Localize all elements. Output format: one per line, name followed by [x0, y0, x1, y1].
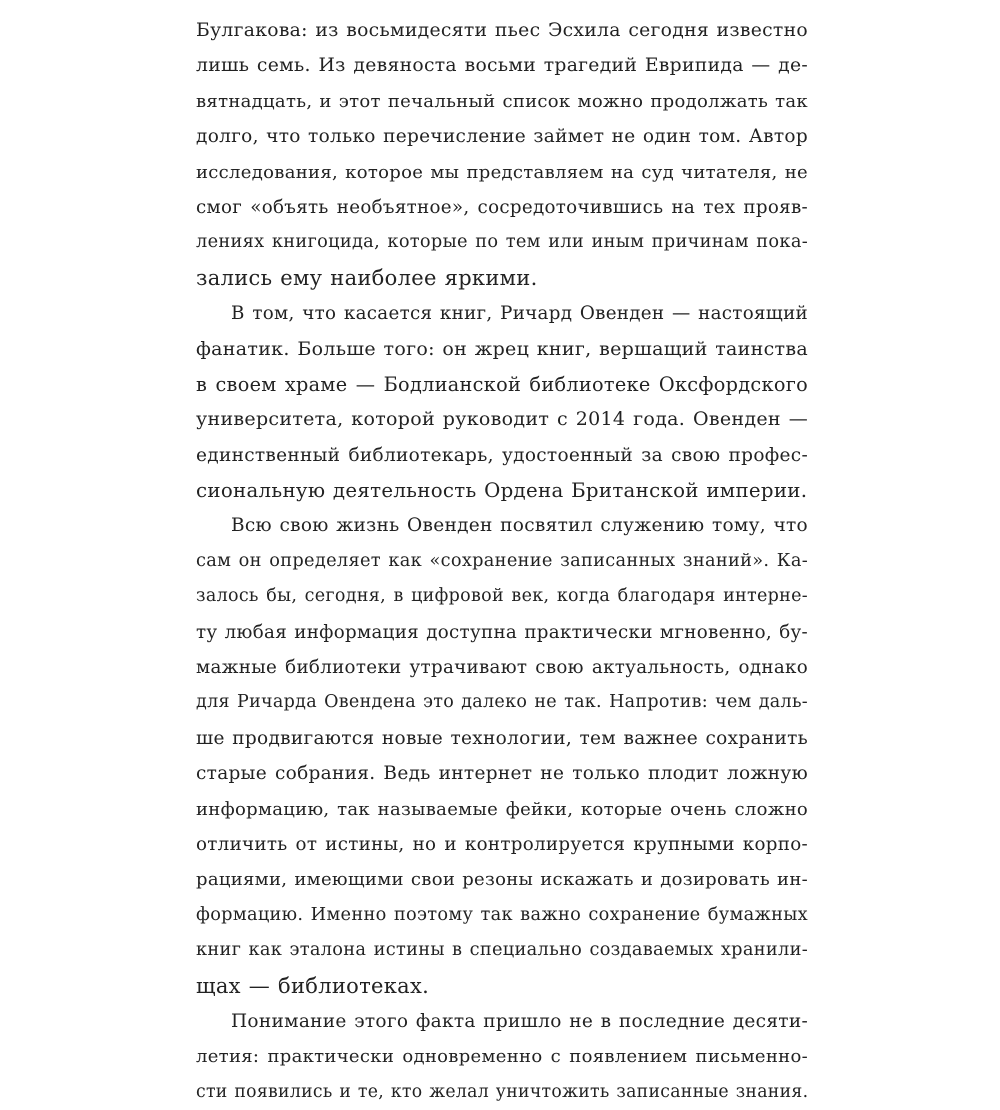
text-line: летия: практически одновременно с появлением письменно- — [196, 1046, 808, 1068]
paragraph-4 — [196, 1004, 808, 1110]
text-line: долго, что только перечисление займет не один том. Автор — [196, 126, 808, 148]
text-line: залось бы, сегодня, в цифровой век, когда благодаря интерне- — [196, 586, 808, 607]
text-line: информацию, так называемые фейки, которые очень сложно — [196, 798, 808, 820]
text-line: Всю свою жизнь Овенден посвятил служению тому, что — [231, 515, 808, 537]
text-line: отличить от истины, но и контролируется крупными корпо- — [196, 833, 808, 855]
text-line: университета, которой руководит с 2014 года. Овенден — — [196, 408, 808, 431]
text-line: смог «объять необъятное», сосредоточившись на тех прояв- — [196, 196, 808, 218]
text-line: формацию. Именно поэтому так важно сохранение бумажных — [196, 904, 808, 925]
text-line: вятнадцать, и этот печальный список можно продолжать так — [196, 90, 808, 112]
body-text — [196, 13, 808, 1110]
text-line: В том, что касается книг, Ричард Овенден — настоящий — [231, 303, 808, 325]
text-line: сиональную деятельность Ордена Британской империи. — [196, 479, 808, 503]
text-line: исследования, которое мы представляем на суд читателя, не — [196, 161, 808, 183]
text-line: мажные библиотеки утрачивают свою актуальность, однако — [196, 657, 808, 679]
text-line: сти появились и те, кто желал уничтожить записанные знания. — [196, 1081, 809, 1102]
text-line: в своем храме — Бодлианской библиотеке Оксфордского — [196, 372, 808, 396]
text-line: для Ричарда Овендена это далеко не так. Напротив: чем даль- — [196, 692, 808, 713]
text-line: сам он определяет как «сохранение записанных знаний». Ка- — [196, 550, 808, 571]
text-line: Понимание этого факта пришло не в последние десяти- — [231, 1010, 808, 1032]
text-line: щах — библиотеках. — [196, 973, 430, 998]
text-line: Булгакова: из восьмидесяти пьес Эсхила сегодня известно — [196, 20, 808, 41]
text-line: рациями, имеющими свои резоны искажать и дозировать ин- — [196, 869, 808, 891]
text-line: лишь семь. Из девяноста восьми трагедий Еврипида — де- — [196, 55, 808, 77]
text-line: ту любая информация доступна практически мгновенно, бу- — [196, 621, 808, 643]
paragraph-2 — [196, 296, 808, 508]
text-line: единственный библиотекарь, удостоенный за свою профес- — [196, 444, 808, 466]
text-line: старые собрания. Ведь интернет не только плодит ложную — [196, 763, 808, 785]
text-line: ше продвигаются новые технологии, тем важнее сохранить — [196, 727, 808, 749]
paragraph-1 — [196, 13, 808, 296]
paragraph-3 — [196, 508, 808, 1003]
text-line: фанатик. Больше того: он жрец книг, вершащий таинства — [196, 337, 808, 360]
text-line: лениях книгоцида, которые по тем или иным причинам пока- — [196, 232, 808, 253]
text-line: книг как эталона истины в специально создаваемых хранили- — [196, 940, 808, 961]
text-line: зались ему наиболее яркими. — [196, 265, 538, 290]
